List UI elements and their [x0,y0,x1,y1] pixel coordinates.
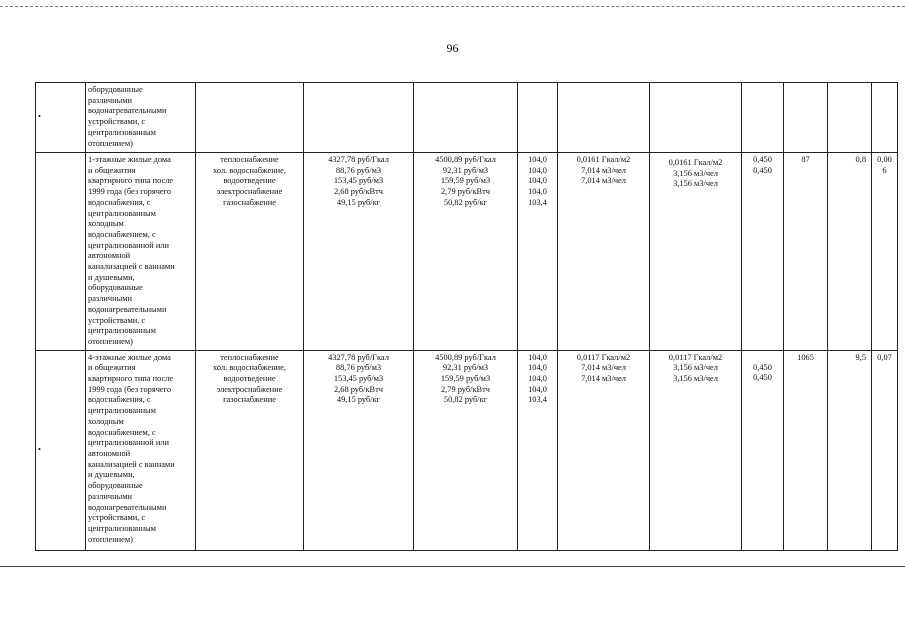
share-value [872,153,898,351]
housing-description-line: и общежития [88,363,136,373]
table-body [36,83,898,551]
utility-services-line: теплоснабжение [220,352,279,362]
coefficient-line: 0,450 [753,373,772,383]
housing-description-line: водоснабжения, с [88,395,151,405]
persons-value [828,153,872,351]
share-value-line: 0,07 [877,352,892,362]
consumption-norm-2-line: 3,156 м3/чел [673,363,718,373]
housing-description-line: оборудованные [88,283,143,293]
tariffs-period-1-line: 153,45 руб/м3 [333,374,384,384]
tariffs-period-2 [414,83,518,153]
utility-services [196,153,304,351]
housing-description [86,83,196,153]
tariffs-period-1-line: 153,45 руб/м3 [333,176,384,186]
housing-description-line: и душевыми, [88,272,135,282]
tariffs-period-1-line: 88,76 руб/м3 [335,363,382,373]
utility-services-line: газоснабжение [223,197,276,207]
coefficient-line: 0,450 [753,155,772,164]
utility-services-line: хол. водоснабжение, [213,363,286,373]
utility-services [196,350,304,550]
area-value-text: 1065 [797,352,814,362]
area-value [784,153,828,351]
growth-index-line: 103,4 [528,197,547,207]
consumption-norm-2 [650,153,742,351]
consumption-norm-2-line: 3,156 м3/чел [673,374,718,384]
growth-index-line: 103,4 [528,395,547,405]
area-value-text: 87 [801,155,810,164]
tariffs-period-2-line: 92,31 руб/м3 [442,165,489,175]
housing-description-line: централизованной или [88,438,169,448]
scan-edge-top [0,6,905,7]
housing-description-line: централизованным [88,208,156,218]
tariff-table [35,82,898,551]
tariffs-period-2-line: 159,59 руб/м3 [440,374,491,384]
housing-description-line: оборудованные [88,85,143,94]
persons-value [828,350,872,550]
housing-description-line: канализацией с ваннами [88,262,175,272]
housing-description-line: холодным [88,219,124,229]
tariffs-period-2 [414,153,518,351]
utility-services-line: электроснабжение [216,384,283,394]
growth-index-line: 104,0 [528,165,547,175]
housing-description-line: 4-этажные жилые дома [88,352,171,362]
share-value-line: 6 [882,165,887,175]
consumption-norm-2-line: 0,0161 Гкал/м2 [668,158,723,167]
row-marker [36,350,86,550]
growth-index [518,153,558,351]
share-value-line: 0,00 [877,155,892,164]
housing-description-line: водоснабжением, с [88,229,156,239]
consumption-norm-2-line: 3,156 м3/чел [673,179,718,189]
tariffs-period-1-line: 4327,78 руб/Гкал [328,155,389,164]
row-marker-text: • [38,444,41,454]
housing-description-line: автономной [88,448,131,458]
housing-description-line: 1-этажные жилые дома [88,155,171,164]
table-row [36,83,898,153]
housing-description-line: водонагревательными [88,502,167,512]
housing-description-line: различными [88,95,132,105]
area-value [784,350,828,550]
coefficient [742,153,784,351]
utility-services-line: хол. водоснабжение, [213,165,286,175]
growth-index-line: 104,0 [528,155,547,164]
tariffs-period-1-line: 49,15 руб/кг [336,395,381,405]
housing-description-line: централизованной или [88,240,169,250]
consumption-norm-1-line: 7,014 м3/чел [581,176,626,186]
consumption-norm-2 [650,83,742,153]
housing-description-line: водонагревательными [88,106,167,116]
housing-description-line: автономной [88,251,131,261]
housing-description-line: и общежития [88,165,136,175]
tariffs-period-2-line: 159,59 руб/м3 [440,176,491,186]
housing-description-line: и душевыми, [88,470,135,480]
consumption-norm-1 [558,153,650,351]
tariffs-period-1 [304,153,414,351]
consumption-norm-1 [558,350,650,550]
persons-value-text: 9,5 [855,352,866,362]
row-marker [36,83,86,153]
growth-index [518,83,558,153]
housing-description-line: устройствами, с [88,117,146,127]
housing-description-line: оборудованные [88,481,143,491]
coefficient-line: 0,450 [753,362,772,372]
utility-services [196,83,304,153]
tariffs-period-2-line: 50,82 руб/кг [443,395,488,405]
tariffs-period-1-line: 2,68 руб/кВтч [333,187,384,197]
housing-description [86,153,196,351]
housing-description-line: канализацией с ваннами [88,459,175,469]
scan-edge-bottom [0,566,905,567]
share-value [872,83,898,153]
share-value [872,350,898,550]
tariffs-period-1-line: 49,15 руб/кг [336,197,381,207]
tariffs-period-1 [304,350,414,550]
tariffs-period-1-line: 88,76 руб/м3 [335,165,382,175]
growth-index [518,350,558,550]
consumption-norm-2-line: 3,156 м3/чел [673,168,718,178]
housing-description-line: централизованным [88,326,156,336]
table-row [36,350,898,550]
tariffs-period-2-line: 4500,89 руб/Гкал [435,352,496,362]
consumption-norm-1-line: 7,014 м3/чел [581,374,626,384]
housing-description-line: централизованным [88,127,156,137]
consumption-norm-2 [650,350,742,550]
tariffs-period-2-line: 4500,89 руб/Гкал [435,155,496,164]
housing-description-line: 1999 года (без горячего [88,384,172,394]
consumption-norm-1 [558,83,650,153]
tariffs-period-1-line: 4327,78 руб/Гкал [328,352,389,362]
utility-services-line: электроснабжение [216,187,283,197]
housing-description-line: водоснабжением, с [88,427,156,437]
housing-description-line: отоплением) [88,336,133,346]
tariffs-period-2-line: 2,79 руб/кВтч [440,187,491,197]
housing-description [86,350,196,550]
coefficient-line: 0,450 [753,165,772,175]
housing-description-line: квартирного типа после [88,176,174,186]
tariffs-period-1-line: 2,68 руб/кВтч [333,384,384,394]
housing-description-line: устройствами, с [88,513,146,523]
housing-description-line: различными [88,294,132,304]
page-number: 96 [446,41,459,55]
consumption-norm-1-line: 7,014 м3/чел [581,363,626,373]
coefficient [742,350,784,550]
area-value [784,83,828,153]
tariffs-period-2-line: 92,31 руб/м3 [442,363,489,373]
housing-description-line: различными [88,491,132,501]
consumption-norm-2-line: 0,0117 Гкал/м2 [668,352,723,362]
housing-description-line: устройствами, с [88,315,146,325]
housing-description-line: водонагревательными [88,304,167,314]
housing-description-line: холодным [88,416,124,426]
row-marker-text: • [38,112,41,122]
housing-description-line: квартирного типа после [88,374,174,384]
utility-services-line: водоотведение [223,374,276,384]
growth-index-line: 104,0 [528,176,547,186]
tariffs-period-2-line: 50,82 руб/кг [443,197,488,207]
growth-index-line: 104,0 [528,187,547,197]
utility-services-line: водоотведение [223,176,276,186]
housing-description-line: 1999 года (без горячего [88,187,172,197]
coefficient [742,83,784,153]
consumption-norm-1-line: 0,0117 Гкал/м2 [576,352,631,362]
utility-services-line: теплоснабжение [220,155,279,164]
persons-value-text: 0,8 [855,155,866,164]
consumption-norm-1-line: 0,0161 Гкал/м2 [576,155,631,164]
growth-index-line: 104,0 [528,374,547,384]
tariffs-period-2 [414,350,518,550]
housing-description-line: централизованным [88,406,156,416]
growth-index-line: 104,0 [528,363,547,373]
housing-description-line: централизованным [88,523,156,533]
utility-services-line: газоснабжение [223,395,276,405]
housing-description-line: водоснабжения, с [88,197,151,207]
tariffs-period-1 [304,83,414,153]
tariffs-period-2-line: 2,79 руб/кВтч [440,384,491,394]
housing-description-line: отоплением) [88,534,133,544]
growth-index-line: 104,0 [528,352,547,362]
housing-description-line: отоплением) [88,138,133,148]
row-marker [36,153,86,351]
persons-value [828,83,872,153]
table-row [36,153,898,351]
consumption-norm-1-line: 7,014 м3/чел [581,165,626,175]
growth-index-line: 104,0 [528,384,547,394]
